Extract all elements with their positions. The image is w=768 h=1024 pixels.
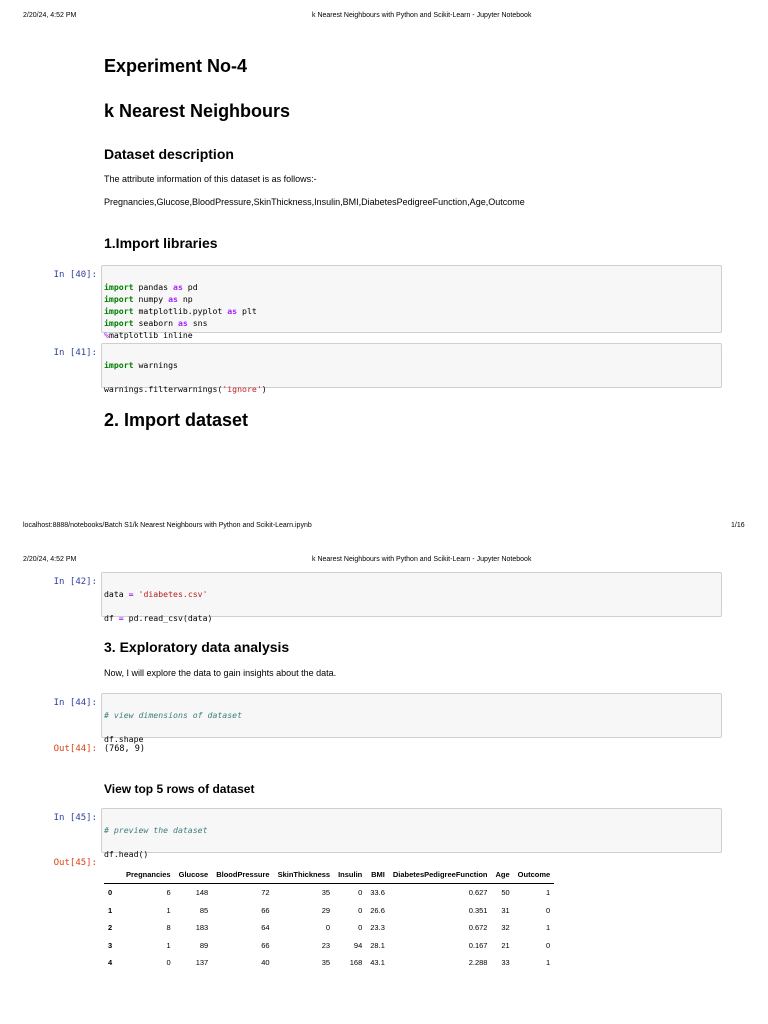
code-text: df [104,613,119,623]
table-cell: 28.1 [370,940,385,950]
code-text: numpy [133,294,169,304]
code-keyword: import [104,294,134,304]
table-cell: 35 [321,958,331,968]
code-string: 'ignore' [222,384,262,394]
code-cell-42[interactable] [101,572,722,623]
table-cell: 43.1 [370,958,385,968]
code-magic: % [104,330,109,340]
table-cell: 1 [546,923,551,933]
code-text: pd.read_csv(data) [123,613,213,623]
print-header-title: k Nearest Neighbours with Python and Scikit-Learn - Jupyter Notebook [312,556,532,563]
cell-42-prompt: In [42]: [53,577,97,587]
eda-heading: 3. Exploratory data analysis [104,639,290,655]
attribute-list-text: Pregnancies,Glucose,BloodPressure,SkinThickness,Insulin,BMI,DiabetesPedigreeFunction,Age,Outcome [104,197,525,207]
print-header-title: k Nearest Neighbours with Python and Scikit-Learn - Jupyter Notebook [312,12,532,19]
row-index: 2 [108,923,113,933]
table-row [104,884,554,902]
row-index: 0 [108,888,113,898]
code-operator: = [128,589,134,599]
cell-44-out-prompt: Out[44]: [53,744,97,754]
code-text: ) [261,384,267,394]
table-cell: 6 [166,888,171,898]
table-cell: 33 [501,958,510,968]
attribute-info-text: The attribute information of this dataset is as follows:- [104,174,317,184]
code-keyword: import [104,318,134,328]
top5-heading: View top 5 rows of dataset [104,782,255,796]
code-text: pandas [133,282,174,292]
code-keyword: as [177,318,188,328]
cell-44-output: (768, 9) [104,744,145,754]
table-cell: 0 [546,940,551,950]
code-text: df.head() [104,849,149,859]
code-string: 'diabetes.csv' [133,589,208,599]
code-text: seaborn [133,318,178,328]
row-index: 4 [108,958,113,968]
column-header: SkinThickness [274,866,335,884]
table-cell: 72 [261,888,270,898]
code-text: np [177,294,193,304]
code-keyword: import [104,360,134,370]
code-cell-45[interactable] [101,808,722,859]
table-cell: 26.6 [370,905,385,915]
table-cell: 0 [546,905,551,915]
table-cell: 137 [195,958,209,968]
table-cell: 66 [261,940,270,950]
code-text: warnings.filterwarnings( [104,384,223,394]
code-text: matplotlib.pyplot [133,306,228,316]
table-row [104,954,554,972]
table-cell: 168 [349,958,363,968]
code-text: matplotlib inline [108,330,193,340]
column-header: Insulin [334,866,366,884]
table-cell: 64 [261,923,270,933]
code-text: pd [182,282,198,292]
experiment-heading: Experiment No-4 [104,56,248,76]
table-cell: 32 [501,923,510,933]
dataset-description-heading: Dataset description [104,146,234,162]
print-header-date: 2/20/24, 4:52 PM [23,12,77,19]
table-cell: 2.288 [468,958,488,968]
column-header: BMI [366,866,389,884]
column-header: Glucose [175,866,213,884]
code-keyword: import [104,306,134,316]
table-cell: 0 [358,923,363,933]
row-index: 1 [108,905,113,915]
table-cell: 1 [546,958,551,968]
code-comment: # view dimensions of dataset [104,710,243,720]
table-cell: 35 [321,888,331,898]
table-cell: 40 [261,958,270,968]
code-text: df.shape [104,734,144,744]
code-keyword: as [168,294,178,304]
code-operator: = [118,613,124,623]
table-cell: 31 [501,905,510,915]
cell-41-prompt: In [41]: [53,348,97,358]
cell-44-prompt: In [44]: [53,698,97,708]
print-footer-url: localhost:8888/notebooks/Batch S1/k Nearest Neighbours with Python and Scikit-Learn.ipynb [23,522,312,529]
cell-45-out-prompt: Out[45]: [53,858,97,868]
table-cell: 66 [261,905,270,915]
cell-45-prompt: In [45]: [53,813,97,823]
row-index: 3 [108,940,113,950]
table-cell: 148 [195,888,209,898]
code-cell-40[interactable] [101,265,722,340]
table-cell: 1 [166,940,171,950]
table-cell: 21 [501,940,510,950]
code-cell-41[interactable] [101,343,722,394]
code-keyword: as [227,306,238,316]
table-cell: 33.6 [370,888,385,898]
table-row [104,902,554,920]
table-cell: 85 [199,905,209,915]
code-keyword: import [104,282,134,292]
cell-40-prompt: In [40]: [53,270,97,280]
import-dataset-heading: 2. Import dataset [104,410,249,430]
column-header: Age [491,866,513,884]
code-text: plt [237,306,257,316]
print-footer-page: 1/16 [731,522,745,529]
table-cell: 23 [321,940,331,950]
table-header-row [104,866,554,884]
column-header: Pregnancies [122,866,175,884]
column-header: BloodPressure [212,866,273,884]
table-cell: 1 [546,888,551,898]
table-cell: 0 [325,923,331,933]
table-row [104,919,554,937]
code-text: data [104,589,129,599]
table-cell: 0.627 [468,888,488,898]
column-header [104,866,122,884]
table-cell: 89 [199,940,209,950]
code-text: sns [187,318,208,328]
code-keyword: as [173,282,183,292]
table-cell: 0.167 [468,940,488,950]
print-header-date: 2/20/24, 4:52 PM [23,556,77,563]
table-cell: 50 [501,888,510,898]
table-cell: 0 [166,958,171,968]
table-cell: 23.3 [370,923,385,933]
dataframe-output [104,866,554,972]
table-cell: 0 [358,888,363,898]
table-cell: 183 [195,923,209,933]
table-cell: 1 [166,905,171,915]
table-cell: 29 [321,905,331,915]
import-libraries-heading: 1.Import libraries [104,235,218,251]
code-text: warnings [133,360,178,370]
eda-intro-text: Now, I will explore the data to gain insights about the data. [104,668,337,678]
dataframe-table [104,866,554,972]
table-cell: 0.351 [468,905,488,915]
code-comment: # preview the dataset [104,825,208,835]
column-header: Outcome [514,866,555,884]
knn-heading: k Nearest Neighbours [104,101,291,121]
table-cell: 0 [358,905,363,915]
code-cell-44[interactable] [101,693,722,744]
table-cell: 94 [353,940,363,950]
table-cell: 0.672 [468,923,488,933]
column-header: DiabetesPedigreeFunction [389,866,492,884]
table-cell: 8 [166,923,171,933]
table-row [104,937,554,955]
